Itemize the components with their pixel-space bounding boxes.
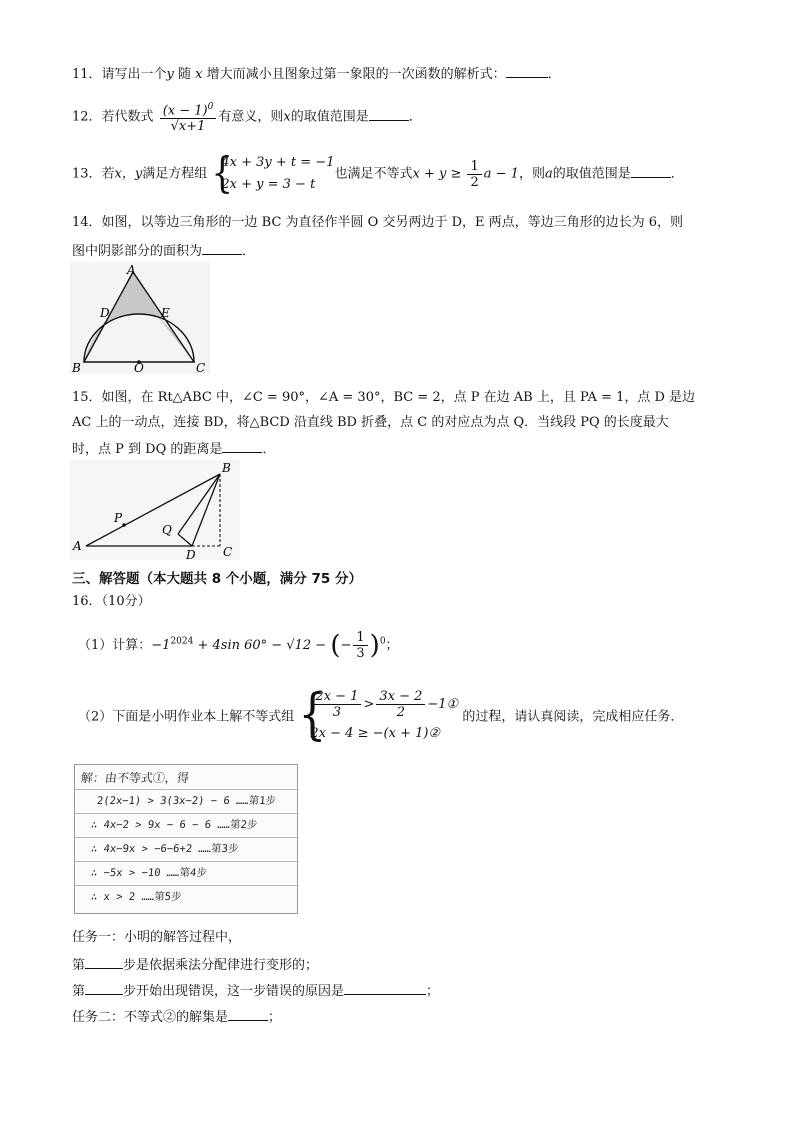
question-13: 13．若x，y满足方程组 { 4x + 3y + t = −1 2x + y = 3 − t 也满足不等式x + y ≥ $\frac{1}{2}$ a − 1，则a的取值范围是 ．	[72, 148, 684, 199]
answer-blank[interactable]	[85, 980, 123, 995]
question-16-header: 16．（10分）	[72, 594, 151, 609]
question-11: 11．请写出一个y 随 x 增大而减小且图象过第一象限的一次函数的解析式： ．	[72, 63, 561, 85]
q12-fraction: $\frac{(x - 1)^0}{√x+1}$	[160, 100, 217, 134]
answer-blank[interactable]	[202, 240, 242, 255]
question-14-line1: 14．如图，以等边三角形的一边 BC 为直径作半圆 O 交另两边于 D，E 两点，等边三角形的边长为 6，则	[72, 215, 684, 230]
answer-blank[interactable]	[344, 980, 426, 995]
section-3-title: 三、解答题（本大题共 8 个小题，满分 75 分）	[72, 571, 362, 587]
label-Q: Q	[162, 523, 172, 537]
equation-system: { 4x + 3y + t = −1 2x + y = 3 − t	[211, 148, 335, 199]
label-D: D	[186, 548, 196, 560]
label-P: P	[114, 511, 123, 525]
task-1-line-3: 第 步开始出现错误，这一步错误的原因是 ；	[72, 980, 439, 1002]
answer-blank[interactable]	[631, 163, 671, 178]
question-14-line2: 图中阴影部分的面积为 ．	[72, 240, 255, 262]
label-O: O	[134, 361, 144, 374]
figure-14-triangle-semicircle	[70, 262, 210, 374]
question-15-line1: 15．如图，在 Rt△ABC 中，∠C = 90°，∠A = 30°，BC = 2，点 P 在边 AB 上，且 PA = 1，点 D 是边	[72, 390, 696, 405]
question-15-line2: AC 上的一动点，连接 BD，将△BCD 沿直线 BD 折叠，点 C 的对应点为点 Q．当线段 PQ 的长度最大	[72, 415, 669, 430]
task-1-line-2: 第 步是依据乘法分配律进行变形的；	[72, 954, 318, 976]
label-E: E	[161, 306, 170, 320]
answer-blank[interactable]	[369, 106, 409, 121]
label-A: A	[73, 539, 82, 553]
figure-15-right-triangle	[70, 460, 240, 560]
answer-blank[interactable]	[228, 1006, 268, 1021]
question-16-part-1: （1）计算：$-1^{2024} + 4\sin$ 60° − √12 − (− $\frac{1}{3}$ )$^0$；	[78, 630, 399, 661]
inequality-system: { $\frac{2x - 1}{3}$ > $\frac{3x - 2}{2}$ −1① 2x − 4 ≥ −(x + 1)②	[298, 683, 459, 747]
label-D: D	[100, 306, 110, 320]
task-2: 任务二：不等式②的解集是 ；	[72, 1006, 281, 1028]
label-B: B	[222, 461, 231, 475]
label-A: A	[127, 263, 136, 277]
answer-blank[interactable]	[222, 438, 262, 453]
handwritten-solution-image: 解：由不等式①，得 2(2x−1) > 3(3x−2) − 6 ……第1步 ∴ 4x−2 > 9x − 6 − 6 ……第2步 ∴ 4x−9x > −6−6+2 ……第3步 ∴ −5x > −10 ……第4步 ∴ x > 2 ……第5步	[74, 764, 298, 914]
answer-blank[interactable]	[506, 63, 548, 78]
question-15-line3: 时，点 P 到 DQ 的距离是 ．	[72, 438, 275, 460]
label-B: B	[72, 361, 81, 374]
answer-blank[interactable]	[85, 954, 123, 969]
label-C: C	[223, 545, 233, 559]
task-1-title: 任务一：小明的解答过程中，	[72, 930, 242, 945]
question-12: 12．若代数式 $\frac{(x - 1)^0}{√x+1}$ 有意义，则x的取值范围是 ．	[72, 102, 422, 135]
question-16-part-2: （2）下面是小明作业本上解不等式组 { $\frac{2x - 1}{3}$ > $\frac{3x - 2}{2}$ −1① 2x − 4 ≥ −(x + 1)② 的过程，请认真阅读，完成相应任务．	[78, 683, 684, 747]
label-C: C	[196, 361, 206, 374]
